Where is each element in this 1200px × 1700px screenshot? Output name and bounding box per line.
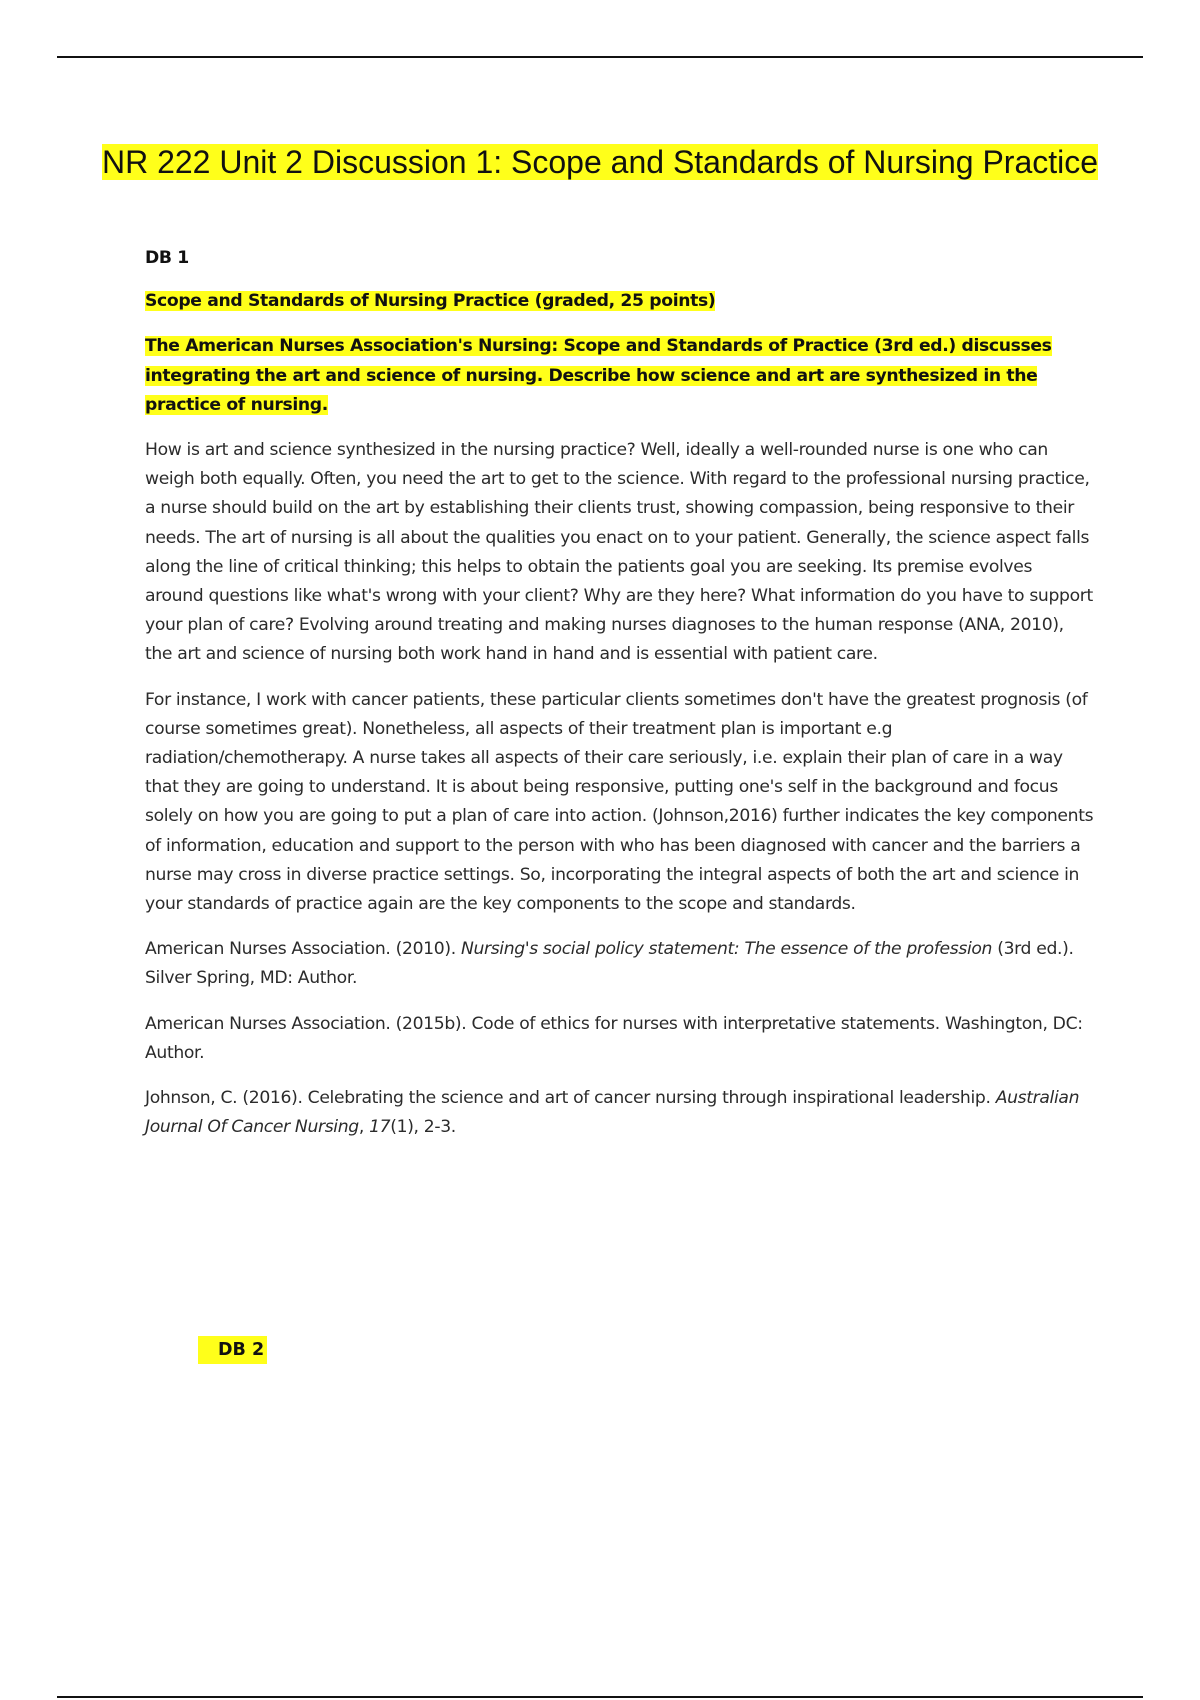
reference-1-lead: American Nurses Association. (2010). <box>145 939 461 960</box>
reference-3-journal: Australian Journal Of Cancer Nursing <box>145 1088 1080 1138</box>
assignment-heading-text: Scope and Standards of Nursing Practice (graded, 25 points) <box>145 291 716 312</box>
document-title <box>100 142 1100 182</box>
reference-3-lead: Johnson, C. (2016). Celebrating the science and art of cancer nursing through inspirational leadership. <box>145 1088 996 1109</box>
discussion-prompt <box>145 332 1095 420</box>
reference-1-tail: (3rd ed.). Silver Spring, MD: Author. <box>145 939 1074 989</box>
bottom-rule <box>57 1696 1143 1698</box>
discussion-prompt-text: The American Nurses Association's Nursing: Scope and Standards of Practice (3rd ed.) discusses integrating the art and science of nursing. Describe how science and art are synthesized in the practice of nursing. <box>145 336 1052 415</box>
assignment-heading <box>145 287 1095 316</box>
reference-3 <box>145 1084 1095 1142</box>
reference-1 <box>145 935 1095 993</box>
document-body <box>145 244 1095 1158</box>
reference-1-title: Nursing's social policy statement: The essence of the profession <box>460 939 993 960</box>
db1-label: DB 1 <box>145 248 189 268</box>
reference-3-tail: (1), 2-3. <box>390 1117 456 1138</box>
reference-2: American Nurses Association. (2015b). Code of ethics for nurses with interpretative statements. Washington, DC: Author. <box>145 1013 1083 1063</box>
reference-3-mid: , <box>358 1117 370 1138</box>
reference-3-volume: 17 <box>369 1117 391 1138</box>
response-paragraph-1: How is art and science synthesized in the nursing practice? Well, ideally a well-rounded nurse is one who can weigh both equally. Often, you need the art to get to the science. With regard to the professional nursing practice, a nurse should build on the art by establishing their clients trust, showing compassion, being responsive to their needs. The art of nursing is all about the qualities you enact on to your patient. Generally, the science aspect falls along the line of critical thinking; this helps to obtain the patients goal you are seeking. Its premise evolves around questions like what's wrong with your client? Why are they here? What information do you have to support your plan of care? Evolving around treating and making nurses diagnoses to the human response (ANA, 2010), the art and science of nursing both work hand in hand and is essential with patient care. <box>145 440 1093 665</box>
top-rule <box>57 56 1143 58</box>
response-paragraph-2: For instance, I work with cancer patients, these particular clients sometimes don't have the greatest prognosis (of course sometimes great). Nonetheless, all aspects of their treatment plan is important e.g radiation/chemotherapy. A nurse takes all aspects of their care seriously, i.e. explain their plan of care in a way that they are going to understand. It is about being responsive, putting one's self in the background and focus solely on how you are going to put a plan of care into action. (Johnson,2016) further indicates the key components of information, education and support to the person with who has been diagnosed with cancer and the barriers a nurse may cross in diverse practice settings. So, incorporating the integral aspects of both the art and science in your standards of practice again are the key components to the scope and standards. <box>145 689 1094 915</box>
db2-label: DB 2 <box>198 1336 267 1364</box>
document-title-text: NR 222 Unit 2 Discussion 1: Scope and Standards of Nursing Practice <box>101 144 1099 180</box>
